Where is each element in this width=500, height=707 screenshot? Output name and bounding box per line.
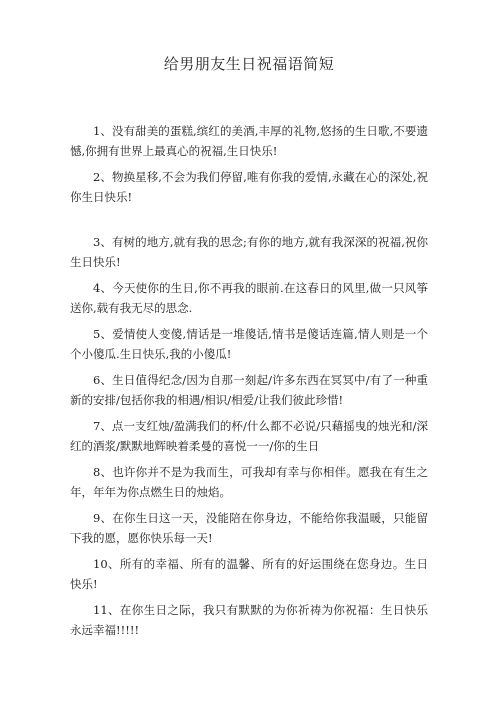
paragraph-9: 9、在你生日这一天，没能陪在你身边，不能给你我温暖，只能留下我的愿，愿你快乐每一天! (70, 511, 428, 545)
paragraph-10: 10、所有的幸福、所有的温馨、所有的好运围绕在您身边。生日快乐! (70, 557, 428, 591)
document-title: 给男朋友生日祝福语简短 (163, 55, 335, 73)
paragraph-6: 6、生日值得纪念/因为自那一刻起/许多东西在冥冥中/有了一种重新的安排/包括你我的相遇/相识/相爱/让我们彼此珍惜! (70, 373, 428, 407)
paragraph-5: 5、爱情使人变傻,情话是一堆傻话,情书是傻话连篇,情人则是一个个小傻瓜.生日快乐,我的小傻瓜! (70, 327, 428, 361)
paragraph-7: 7、点一支红烛/盈满我们的杯/什么都不必说/只藉摇曳的烛光和/深红的酒浆/默默地辉映着柔曼的喜悦一一/你的生日 (70, 419, 428, 453)
paragraph-8: 8、也许你并不是为我而生，可我却有幸与你相伴。愿我在有生之年，年年为你点燃生日的烛焰。 (70, 465, 428, 499)
paragraph-11: 11、在你生日之际，我只有默默的为你祈祷为你祝福：生日快乐永远幸福!!!!! (70, 603, 428, 637)
paragraph-2: 2、物换星移,不会为我们停留,唯有你我的爱情,永藏在心的深处,祝你生日快乐! (70, 170, 428, 204)
paragraph-list (70, 122, 428, 640)
paragraph-4: 4、今天使你的生日,你不再我的眼前.在这春日的风里,做一只风筝送你,载有我无尽的思念. (70, 281, 428, 315)
paragraph-1: 1、没有甜美的蛋糕,缤红的美酒,丰厚的礼物,悠扬的生日歌,不要遗憾,你拥有世界上最真心的祝福,生日快乐! (70, 124, 428, 158)
paragraph-3: 3、有树的地方,就有我的思念;有你的地方,就有我深深的祝福,祝你生日快乐! (70, 235, 428, 269)
